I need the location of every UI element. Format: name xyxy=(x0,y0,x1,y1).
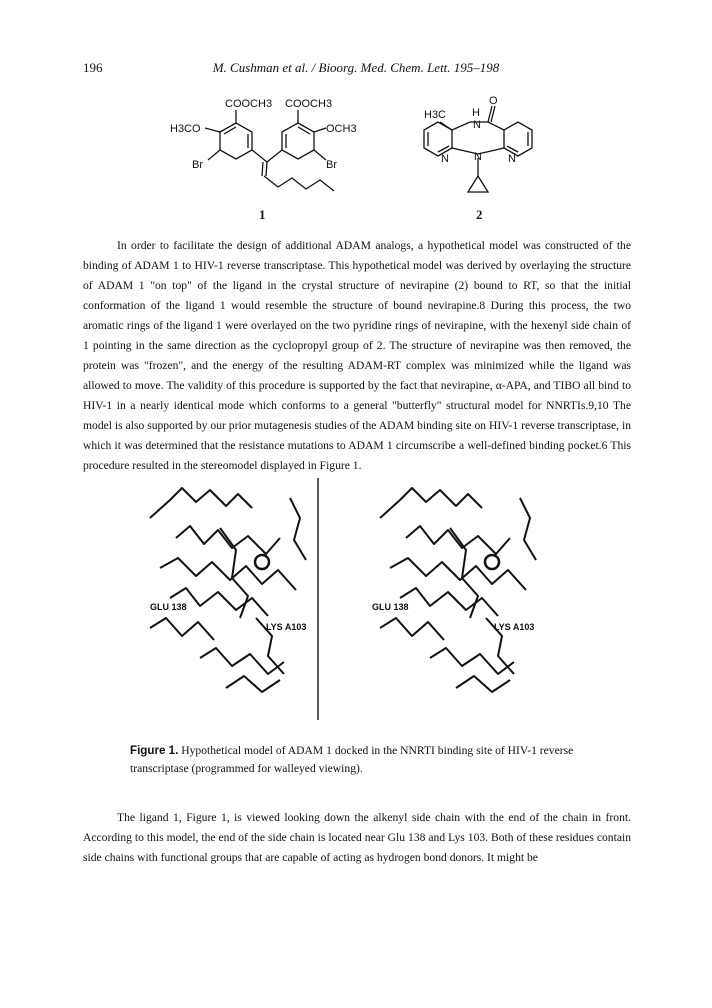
chemical-structures xyxy=(0,92,712,232)
group-label: OCH3 xyxy=(326,123,357,135)
caption-label: Figure 1. xyxy=(130,744,179,757)
page-header xyxy=(0,60,712,80)
compound-1-structure xyxy=(205,110,334,191)
group-label: O xyxy=(489,95,498,107)
running-head: M. Cushman et al. / Bioorg. Med. Chem. Lett. 195–198 xyxy=(212,60,500,75)
compound-2-labels xyxy=(424,95,516,165)
group-label: COOCH3 xyxy=(285,98,333,110)
residue-labels xyxy=(150,602,534,632)
group-label: N xyxy=(441,153,449,165)
left-stereo-model xyxy=(150,488,306,692)
paragraph-1 xyxy=(83,236,631,476)
stereo-figure xyxy=(0,478,712,728)
compound-2-label: 2 xyxy=(476,207,483,222)
right-stereo-model xyxy=(380,488,536,692)
residue-label-glu138-right: GLU 138 xyxy=(372,602,409,612)
group-label: H3CO xyxy=(170,123,201,135)
group-label: N xyxy=(473,119,481,131)
figure-caption xyxy=(130,742,590,778)
paragraph-1-text: In order to facilitate the design of additional ADAM analogs, a hypothetical model was constructed of the binding of ADAM 1 to HIV-1 reverse transcriptase. This hypothetical model was derived by overlaying the structure of ADAM 1 "on top" of the ligand in the crystal structure of nevirapine (2) bound to RT, so that the initial conformation of the ligand 1 would resemble the structure of bound nevirapine.8 During this process, the two aromatic rings of the ligand 1 were overlayed on the two pyridine rings of nevirapine, with the hexenyl side chain of 1 pointing in the same direction as the cyclopropyl group of 2. The structure of nevirapine was then removed, the protein was "frozen", and the energy of the resulting ADAM-RT complex was minimized while the ligand was allowed to move. The validity of this procedure is supported by the fact that nevirapine, α-APA, and TIBO all bind to HIV-1 in a nearly identical mode which conforms to a general "butterfly" structural model for NNRTIs.9,10 The model is also supported by our prior mutagenesis studies of the ADAM binding site on HIV-1 reverse transcriptase, in which it was determined that the resistance mutations to ADAM 1 circumscribe a well-defined binding pocket.6 This procedure resulted in the stereomodel displayed in Figure 1. xyxy=(83,239,631,472)
compound-1-label: 1 xyxy=(259,207,266,222)
group-label: N xyxy=(474,151,482,163)
residue-label-glu138-left: GLU 138 xyxy=(150,602,187,612)
paragraph-2-text: The ligand 1, Figure 1, is viewed looking down the alkenyl side chain with the end of the chain in front. According to this model, the end of the side chain is located near Glu 138 and Lys 103. Both of these residues contain side chains with functional groups that are capable of acting as hydrogen bond donors. It might be xyxy=(83,811,631,864)
group-label: COOCH3 xyxy=(225,98,273,110)
group-label: H3C xyxy=(424,109,447,121)
group-label: Br xyxy=(192,159,203,171)
compound-1-labels xyxy=(170,98,357,171)
page-number: 196 xyxy=(83,60,103,75)
residue-label-lys103-left: LYS A103 xyxy=(266,622,307,632)
group-label: H xyxy=(472,107,480,119)
paragraph-2 xyxy=(83,808,631,868)
residue-label-lys103-right: LYS A103 xyxy=(494,622,535,632)
group-label: Br xyxy=(326,159,337,171)
caption-text: Hypothetical model of ADAM 1 docked in the NNRTI binding site of HIV-1 reverse transcriptase (programmed for walleyed viewing). xyxy=(130,744,574,775)
group-label: N xyxy=(508,153,516,165)
